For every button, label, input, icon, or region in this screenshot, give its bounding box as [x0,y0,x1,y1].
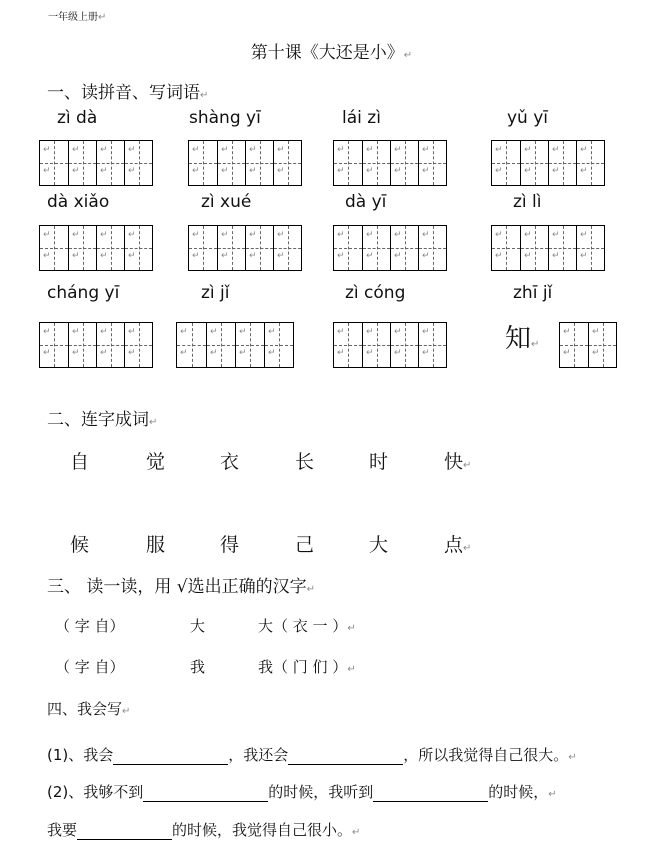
blank-2[interactable] [288,748,403,765]
writing-grid-7[interactable]: ↵ ↵ ↵ ↵ ↵ ↵ ↵ ↵ [333,225,447,271]
writing-grid-5[interactable]: ↵ ↵ ↵ ↵ ↵ ↵ ↵ ↵ [39,225,153,271]
char-row2-3: 得 [220,534,240,556]
write-line-3: 我要 的时候，我觉得自己很小。↵ [47,821,361,839]
q1-char: 大 [190,617,206,635]
char-row1-2: 觉 [146,451,166,473]
writing-grid-12[interactable]: ↵ ↵ ↵ ↵ [559,322,617,368]
pinyin-9: cháng yī [47,283,120,303]
pinyin-7: dà yī [345,192,387,212]
pinyin-11: zì cóng [345,283,406,303]
grade-label: 一年级上册↵ [48,12,107,23]
write-line-1: (1)、我会 ，我还会 ，所以我觉得自己很大。↵ [47,746,577,764]
q2-options-left[interactable]: （ 字 自） [55,658,125,676]
writing-grid-4[interactable]: ↵ ↵ ↵ ↵ ↵ ↵ ↵ ↵ [491,140,605,186]
char-row1-1: 自 [70,451,90,473]
q1-options-left[interactable]: （ 字 自） [55,617,125,635]
writing-grid-2[interactable]: ↵ ↵ ↵ ↵ ↵ ↵ ↵ ↵ [188,140,302,186]
pinyin-1: zì dà [57,108,98,128]
section-1-heading: 一、读拼音、写词语↵ [47,83,209,103]
q2-char: 我 [190,658,206,676]
char-row1-5: 时 [369,451,389,473]
section-2-heading: 二、连字成词↵ [47,410,158,430]
pinyin-8: zì lì [513,192,542,212]
pinyin-12: zhī jǐ [513,283,553,303]
writing-grid-9[interactable]: ↵ ↵ ↵ ↵ ↵ ↵ ↵ ↵ [39,322,153,368]
pinyin-4: yǔ yī [507,108,549,128]
pinyin-5: dà xiǎo [47,192,110,212]
blank-3[interactable] [143,785,268,802]
writing-grid-1[interactable]: ↵ ↵ ↵ ↵ ↵ ↵ ↵ ↵ [39,140,153,186]
char-row2-2: 服 [146,534,166,556]
writing-grid-8[interactable]: ↵ ↵ ↵ ↵ ↵ ↵ ↵ ↵ [491,225,605,271]
char-row2-1: 候 [70,534,90,556]
pinyin-2: shàng yī [189,108,261,128]
q2-options-right[interactable]: 我（ 门 们 ）↵ [258,658,356,676]
writing-grid-10[interactable]: ↵ ↵ ↵ ↵ ↵ ↵ ↵ ↵ [176,322,294,368]
writing-grid-6[interactable]: ↵ ↵ ↵ ↵ ↵ ↵ ↵ ↵ [188,225,302,271]
pinyin-6: zì xué [201,192,252,212]
char-row2-6: 点↵ [444,534,472,556]
section-4-heading: 四、我会写↵ [47,700,131,718]
char-row2-4: 己 [295,534,315,556]
pinyin-3: lái zì [342,108,381,128]
char-row1-4: 长 [295,451,315,473]
write-line-2: (2)、我够不到 的时候，我听到 的时候，↵ [47,783,557,801]
char-row2-5: 大 [369,534,389,556]
blank-1[interactable] [113,748,228,765]
q1-options-right[interactable]: 大（ 衣 一 ）↵ [258,617,356,635]
blank-5[interactable] [77,823,172,840]
pinyin-10: zì jǐ [201,283,230,303]
writing-grid-3[interactable]: ↵ ↵ ↵ ↵ ↵ ↵ ↵ ↵ [333,140,447,186]
char-row1-6: 快↵ [444,451,472,473]
char-row1-3: 衣 [220,451,240,473]
page-title: 第十课《大还是小》↵ [250,43,413,63]
given-character: 知↵ [505,324,540,354]
writing-grid-11[interactable]: ↵ ↵ ↵ ↵ ↵ ↵ ↵ ↵ [333,322,447,368]
blank-4[interactable] [373,785,488,802]
section-3-heading: 三、 读一读，用 √选出正确的汉字↵ [47,577,316,597]
